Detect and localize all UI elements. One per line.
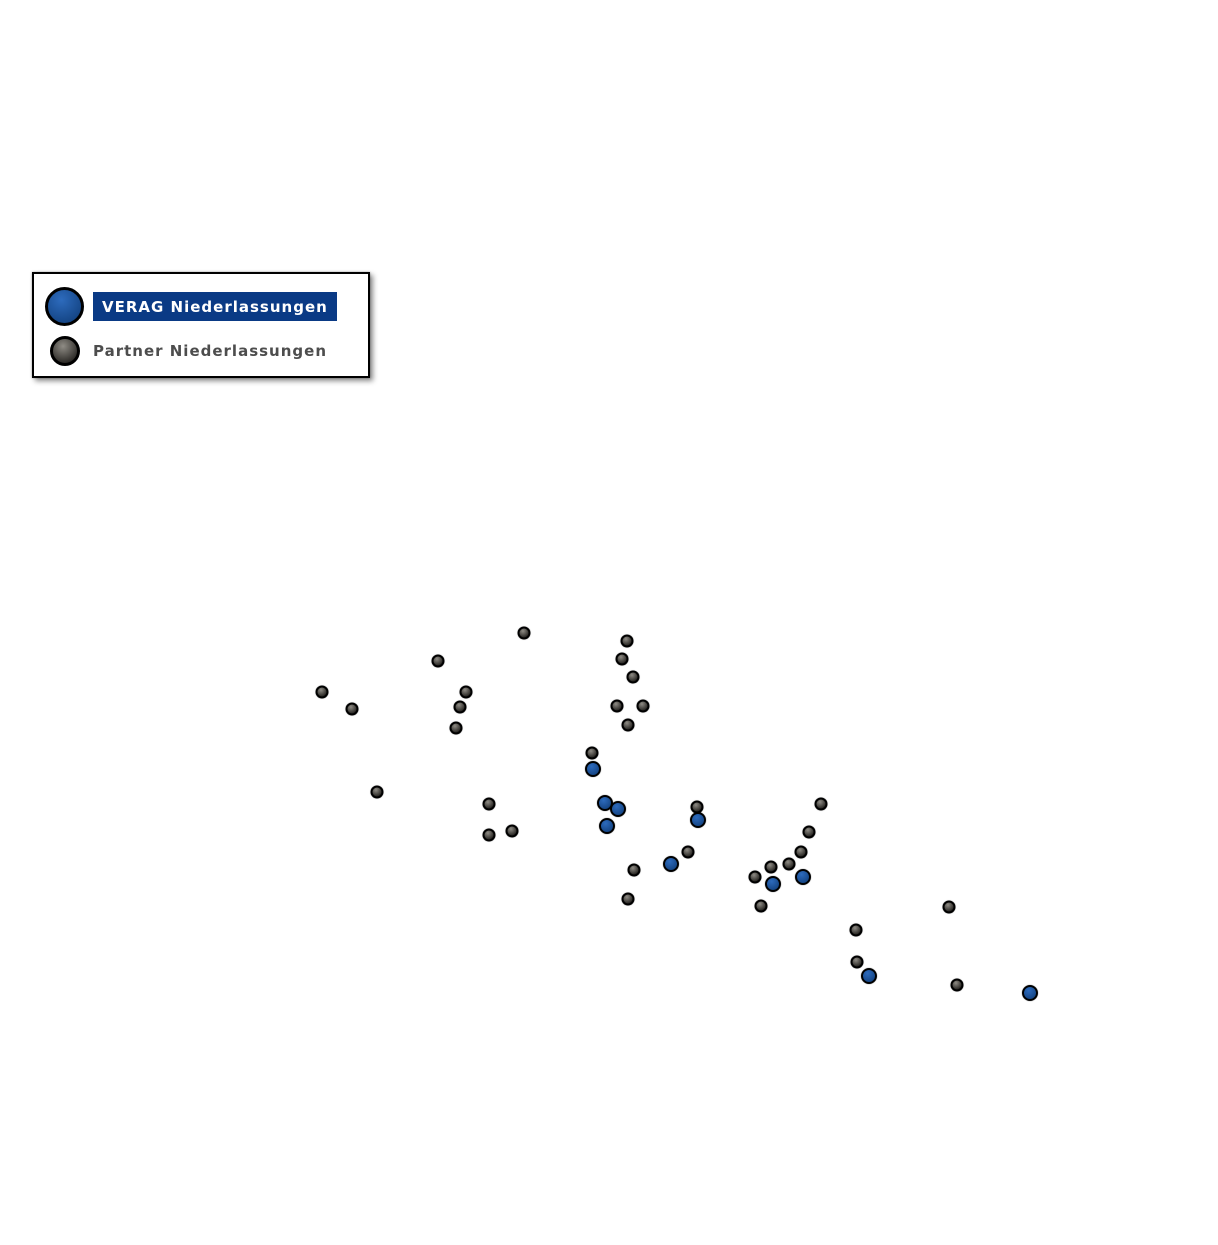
map-marker-partner[interactable]	[628, 864, 641, 877]
map-marker-partner[interactable]	[749, 871, 762, 884]
map-marker-partner[interactable]	[483, 829, 496, 842]
map-marker-partner[interactable]	[371, 786, 384, 799]
map-marker-partner[interactable]	[627, 671, 640, 684]
map-marker-partner[interactable]	[850, 924, 863, 937]
legend-box	[32, 272, 370, 378]
map-marker-partner[interactable]	[611, 700, 624, 713]
map-marker-partner[interactable]	[454, 701, 467, 714]
legend-row-verag	[45, 287, 368, 326]
map-marker-partner[interactable]	[346, 703, 359, 716]
map-marker-partner[interactable]	[483, 798, 496, 811]
map-marker-partner[interactable]	[518, 627, 531, 640]
legend-label-partner: Partner Niederlassungen	[93, 342, 327, 360]
map-marker-partner[interactable]	[765, 861, 778, 874]
map-marker-partner[interactable]	[460, 686, 473, 699]
map-marker-partner[interactable]	[586, 747, 599, 760]
legend-label-verag: VERAG Niederlassungen	[93, 292, 337, 321]
map-marker-partner[interactable]	[755, 900, 768, 913]
map-marker-partner[interactable]	[450, 722, 463, 735]
map-marker-partner[interactable]	[316, 686, 329, 699]
map-marker-partner[interactable]	[943, 901, 956, 914]
map-marker-verag[interactable]	[861, 968, 877, 984]
map-marker-partner[interactable]	[637, 700, 650, 713]
map-marker-partner[interactable]	[815, 798, 828, 811]
partner-marker-icon	[50, 336, 80, 366]
map-marker-partner[interactable]	[506, 825, 519, 838]
map-marker-verag[interactable]	[795, 869, 811, 885]
map-marker-verag[interactable]	[610, 801, 626, 817]
map-marker-partner[interactable]	[951, 979, 964, 992]
map-marker-partner[interactable]	[682, 846, 695, 859]
map-marker-partner[interactable]	[432, 655, 445, 668]
map-marker-partner[interactable]	[622, 893, 635, 906]
map-marker-partner[interactable]	[622, 719, 635, 732]
map-marker-partner[interactable]	[616, 653, 629, 666]
map-marker-verag[interactable]	[663, 856, 679, 872]
map-marker-partner[interactable]	[851, 956, 864, 969]
legend-row-partner	[45, 336, 368, 366]
map-marker-verag[interactable]	[690, 812, 706, 828]
verag-marker-icon	[45, 287, 84, 326]
map-marker-partner[interactable]	[783, 858, 796, 871]
map-marker-partner[interactable]	[795, 846, 808, 859]
map-marker-partner[interactable]	[621, 635, 634, 648]
map-marker-verag[interactable]	[1022, 985, 1038, 1001]
map-marker-partner[interactable]	[803, 826, 816, 839]
map-marker-verag[interactable]	[585, 761, 601, 777]
map-marker-verag[interactable]	[599, 818, 615, 834]
map-marker-verag[interactable]	[765, 876, 781, 892]
